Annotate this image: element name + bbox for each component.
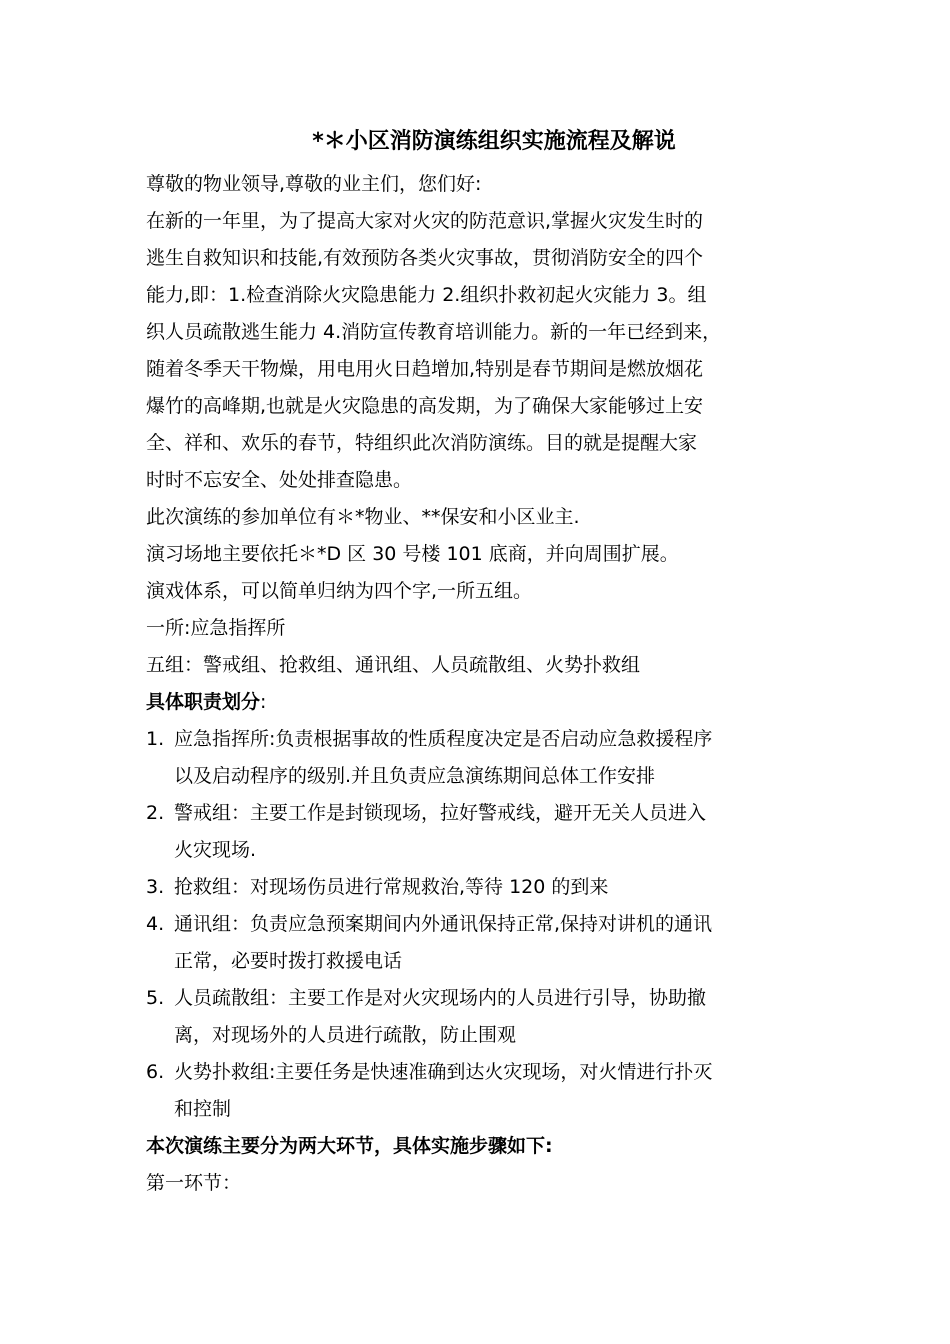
list-item-line: 火灾现场. (174, 839, 257, 861)
list-item (146, 1054, 836, 1128)
intro-paragraph (146, 203, 836, 499)
list-item (146, 980, 836, 1054)
list-item-line: 和控制 (174, 1098, 232, 1120)
duties-heading (146, 684, 836, 721)
list-item-line: 正常，必要时拨打救援电话 (174, 950, 403, 972)
list-item-line: 人员疏散组：主要工作是对火灾现场内的人员进行引导，协助撤 (174, 987, 707, 1009)
list-item-line: 通讯组：负责应急预案期间内外通讯保持正常,保持对讲机的通讯 (174, 913, 713, 935)
list-item (146, 906, 836, 980)
list-item-text (174, 795, 836, 869)
list-number: 1. (146, 728, 165, 750)
list-item-text (174, 906, 836, 980)
list-item (146, 869, 836, 906)
intro-line: 时时不忘安全、处处排查隐患。 (146, 469, 413, 491)
list-item-text (174, 869, 836, 906)
intro-line: 在新的一年里，为了提高大家对火灾的防范意识,掌握火灾发生时的 (146, 210, 704, 232)
list-item-line: 应急指挥所:负责根据事故的性质程度决定是否启动应急救援程序 (174, 728, 713, 750)
list-item-text (174, 980, 836, 1054)
list-number: 2. (146, 802, 165, 824)
venue-paragraph: 演习场地主要依托＊*D 区 30 号楼 101 底商，并向周围扩展。 (146, 543, 679, 565)
list-number: 4. (146, 913, 165, 935)
greeting: 尊敬的物业领导,尊敬的业主们，您们好: (146, 173, 482, 195)
list-item-line: 离，对现场外的人员进行疏散，防止围观 (174, 1024, 517, 1046)
intro-line: 逃生自救知识和技能,有效预防各类火灾事故，贯彻消防安全的四个 (146, 247, 704, 269)
list-item-line: 抢救组：对现场伤员进行常规救治,等待 120 的到来 (174, 876, 609, 898)
list-item-text (174, 1054, 836, 1128)
steps-heading: 本次演练主要分为两大环节，具体实施步骤如下: (146, 1135, 553, 1157)
list-item-line: 以及启动程序的级别.并且负责应急演练期间总体工作安排 (174, 765, 656, 787)
list-number: 6. (146, 1061, 165, 1083)
five-groups-paragraph: 五组：警戒组、抢救组、通讯组、人员疏散组、火势扑救组 (146, 654, 641, 676)
document-page (146, 128, 836, 1202)
list-item (146, 795, 836, 869)
list-item (146, 721, 836, 795)
participants-paragraph: 此次演练的参加单位有＊*物业、**保安和小区业主. (146, 506, 580, 528)
list-item-text (174, 721, 836, 795)
intro-line: 随着冬季天干物燥，用电用火日趋增加,特别是春节期间是燃放烟花 (146, 358, 704, 380)
intro-line: 能力,即：1.检查消除火灾隐患能力 2.组织扑救初起火灾能力 3。组 (146, 284, 707, 306)
duties-heading-colon: : (260, 691, 267, 713)
intro-line: 爆竹的高峰期,也就是火灾隐患的高发期，为了确保大家能够过上安 (146, 395, 704, 417)
system-paragraph: 演戏体系，可以简单归纳为四个字,一所五组。 (146, 580, 533, 602)
list-number: 5. (146, 987, 165, 1009)
list-item-line: 警戒组：主要工作是封锁现场，拉好警戒线，避开无关人员进入 (174, 802, 707, 824)
duties-list (146, 721, 836, 1128)
list-number: 3. (146, 876, 165, 898)
one-office-paragraph: 一所:应急指挥所 (146, 617, 286, 639)
intro-line: 织人员疏散逃生能力 4.消防宣传教育培训能力。新的一年已经到来， (146, 321, 722, 343)
first-stage-label: 第一环节： (146, 1172, 242, 1194)
duties-heading-text: 具体职责划分 (146, 691, 261, 713)
intro-line: 全、祥和、欢乐的春节，特组织此次消防演练。目的就是提醒大家 (146, 432, 698, 454)
list-item-line: 火势扑救组:主要任务是快速准确到达火灾现场，对火情进行扑灭 (174, 1061, 713, 1083)
document-title: *＊小区消防演练组织实施流程及解说 (312, 129, 676, 154)
